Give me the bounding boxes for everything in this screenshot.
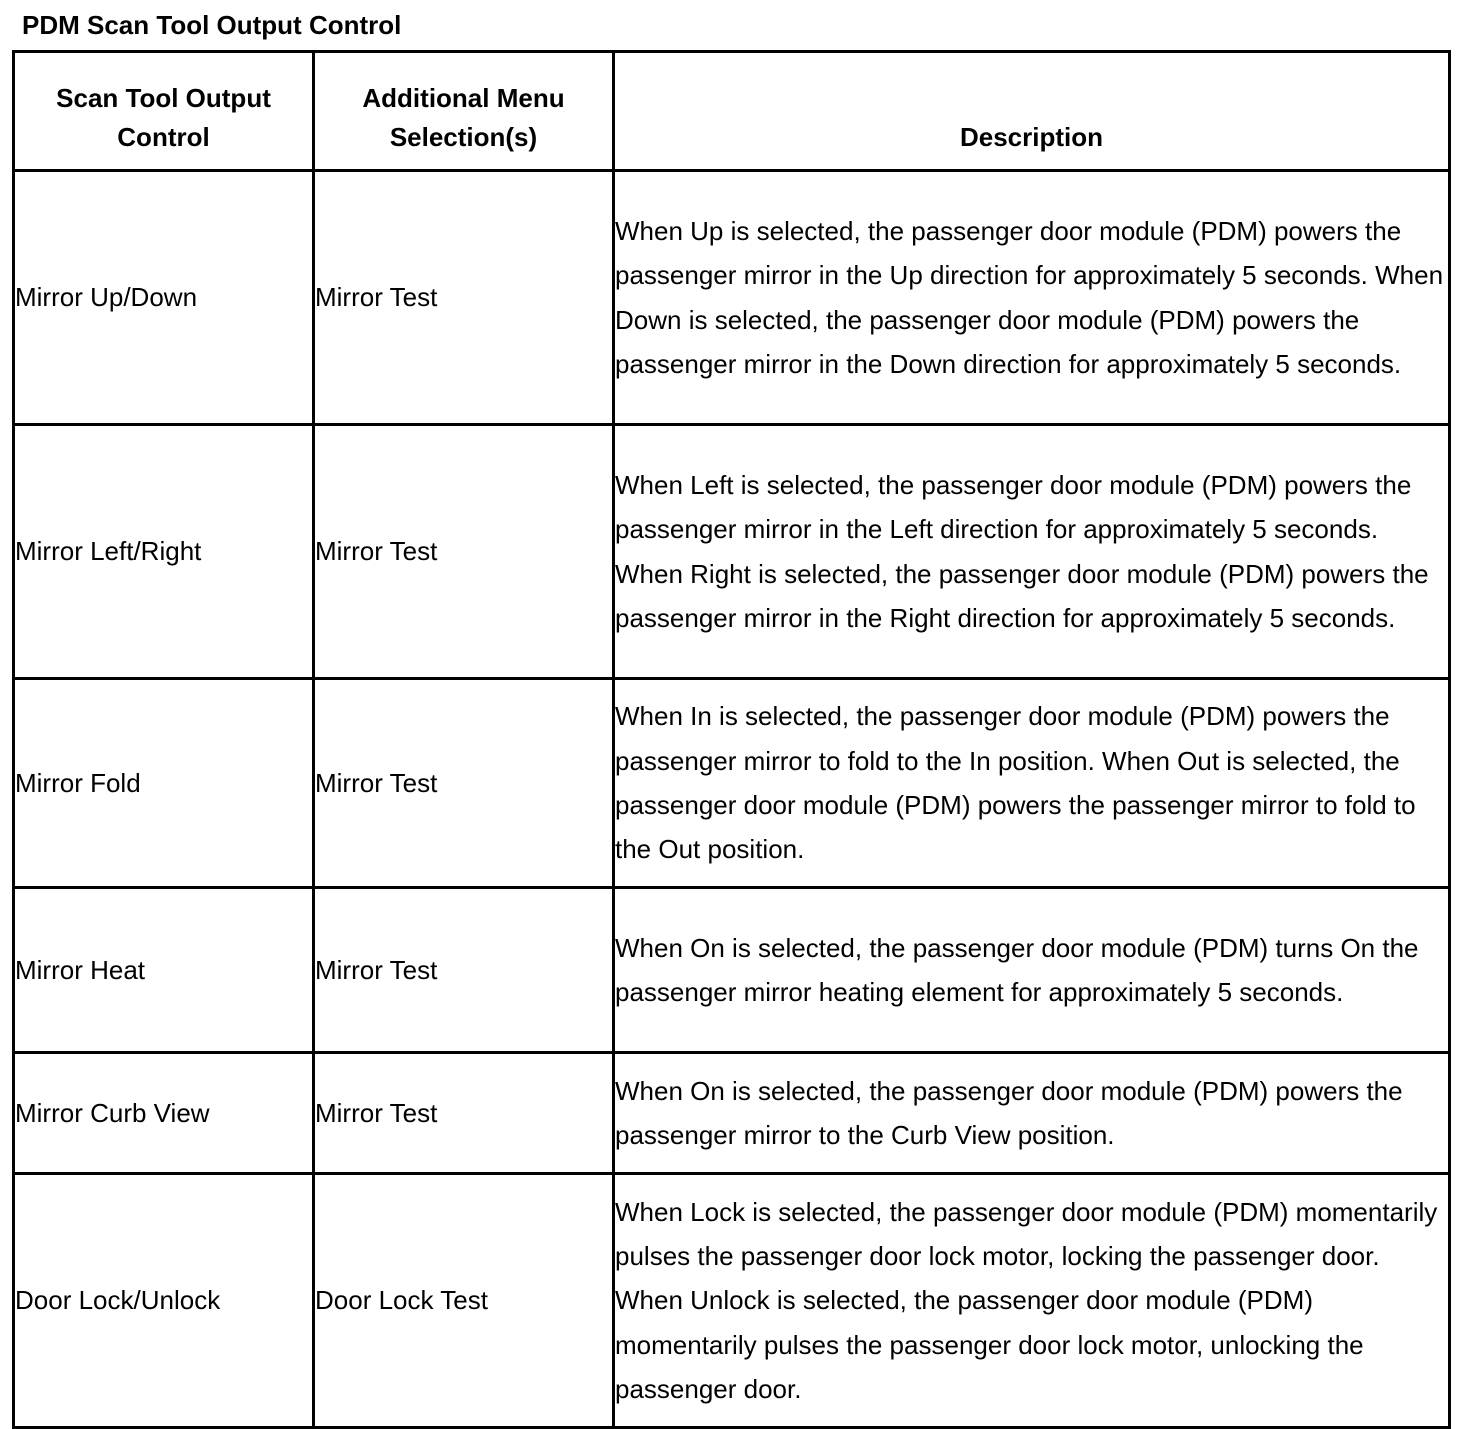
menu-selection-cell: Door Lock Test bbox=[314, 1174, 614, 1428]
description-cell bbox=[614, 171, 1450, 425]
table-header-row bbox=[14, 52, 1450, 171]
header-description: Description bbox=[614, 52, 1450, 171]
table-row bbox=[14, 171, 1450, 425]
description-text: When Up is selected, the passenger door module (PDM) powers the passenger mirror in the Up direction for approximately 5 seconds. When Down is selected, the passenger door module (PDM) powers the passenger mirror in the Down direction for approximately 5 seconds. bbox=[615, 215, 1444, 379]
description-cell bbox=[614, 1174, 1450, 1428]
menu-selection-cell: Mirror Test bbox=[314, 425, 614, 679]
menu-selection-cell: Mirror Test bbox=[314, 888, 614, 1053]
description-cell bbox=[614, 425, 1450, 679]
description-text: When On is selected, the passenger door module (PDM) turns On the passenger mirror heating element for approximately 5 seconds. bbox=[615, 932, 1419, 1007]
document-title: PDM Scan Tool Output Control bbox=[22, 10, 402, 40]
output-control-cell: Door Lock/Unlock bbox=[14, 1174, 314, 1428]
menu-selection-cell: Mirror Test bbox=[314, 679, 614, 888]
output-control-cell: Mirror Left/Right bbox=[14, 425, 314, 679]
description-text: When Left is selected, the passenger door module (PDM) powers the passenger mirror in the Left direction for approximately 5 seconds. When Right is selected, the passenger door module (PDM) powers the passenger mirror in the Right direction for approximately 5 seconds. bbox=[615, 469, 1429, 633]
description-cell bbox=[614, 679, 1450, 888]
output-control-table bbox=[12, 50, 1451, 1429]
description-text: When Lock is selected, the passenger door module (PDM) momentarily pulses the passenger door lock motor, locking the passenger door. When Unlock is selected, the passenger door module (PDM) momentarily pulses the passenger door lock motor, unlocking the passenger door. bbox=[615, 1196, 1438, 1404]
table-row bbox=[14, 425, 1450, 679]
table-row bbox=[14, 1174, 1450, 1428]
description-text: When On is selected, the passenger door module (PDM) powers the passenger mirror to the Curb View position. bbox=[615, 1075, 1403, 1150]
menu-selection-cell: Mirror Test bbox=[314, 171, 614, 425]
output-control-cell: Mirror Heat bbox=[14, 888, 314, 1053]
table-row bbox=[14, 679, 1450, 888]
description-cell bbox=[614, 1053, 1450, 1174]
header-scan-tool-output-control: Scan Tool Output Control bbox=[14, 52, 314, 171]
output-control-cell: Mirror Up/Down bbox=[14, 171, 314, 425]
menu-selection-cell: Mirror Test bbox=[314, 1053, 614, 1174]
table-row bbox=[14, 1053, 1450, 1174]
header-additional-menu-selections: Additional Menu Selection(s) bbox=[314, 52, 614, 171]
description-cell bbox=[614, 888, 1450, 1053]
output-control-cell: Mirror Fold bbox=[14, 679, 314, 888]
description-text: When In is selected, the passenger door module (PDM) powers the passenger mirror to fold to the In position. When Out is selected, the passenger door module (PDM) powers the passenger mirror to fold to the Out position. bbox=[615, 701, 1416, 865]
output-control-cell: Mirror Curb View bbox=[14, 1053, 314, 1174]
table-row bbox=[14, 888, 1450, 1053]
